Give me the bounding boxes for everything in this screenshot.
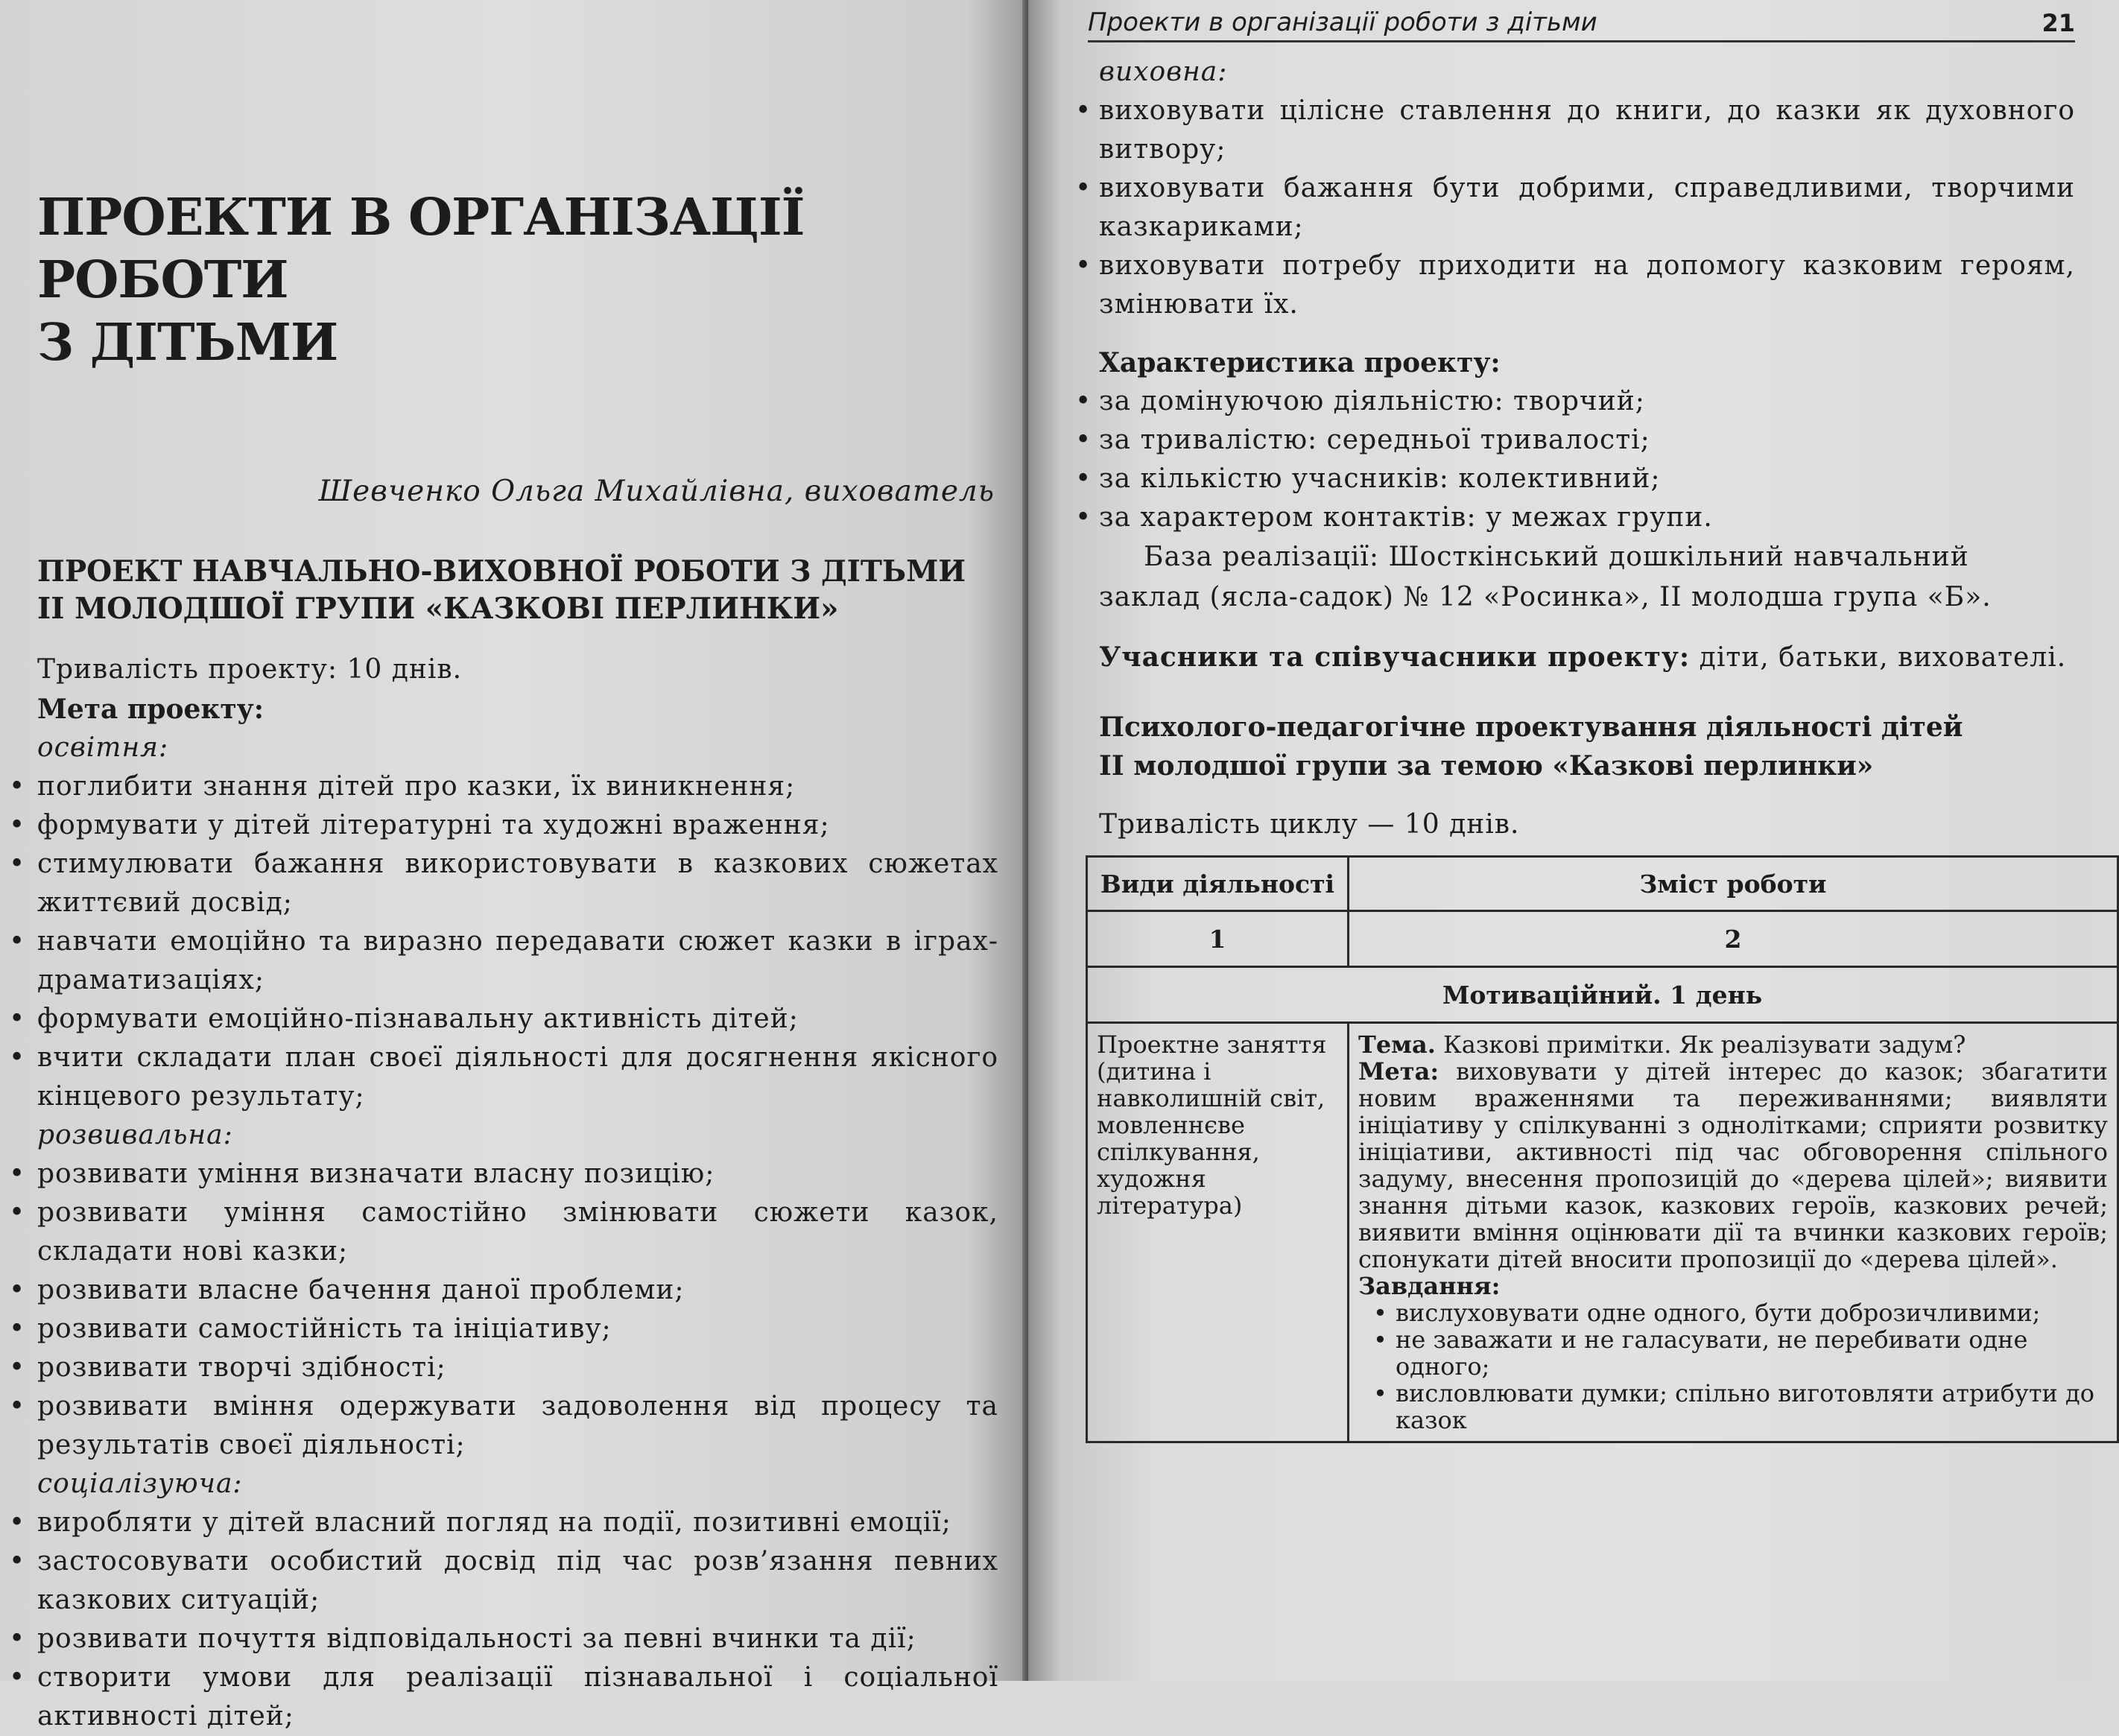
- list-item: • навчати емоційно та виразно передавати сюжет казки в іграх-драматизаціях;: [37, 922, 998, 1000]
- table-row: [1087, 1023, 2118, 1442]
- participants-label: Учасники та співучасники проекту:: [1099, 642, 1691, 673]
- list-item: • поглибити знання дітей про казки, їх виникнення;: [37, 767, 998, 806]
- list-item: • виховувати бажання бути добрими, справедливими, творчими казкариками;: [1099, 169, 2075, 247]
- table-header-row: [1087, 857, 2118, 911]
- running-head-title: Проекти в організації роботи з дітьми: [1088, 7, 1597, 37]
- content-cell: [1349, 1023, 2118, 1442]
- activity-plan-table: [1086, 855, 2119, 1443]
- page-number: 21: [2042, 9, 2075, 37]
- project-title-line1: ПРОЕКТ НАВЧАЛЬНО-ВИХОВНОЇ РОБОТИ З ДІТЬМИ: [37, 554, 966, 589]
- goal-label: Мета проекту:: [37, 694, 264, 725]
- author: Шевченко Ольга Михайлівна, вихователь: [318, 475, 995, 508]
- list-item: • виховувати потребу приходити на допомогу казковим героям, змінювати їх.: [1099, 247, 2075, 324]
- list-item: • розвивати почуття відповідальності за певні вчинки та дії;: [37, 1620, 998, 1659]
- list-item: • стимулювати бажання використовувати в казкових сюжетах життєвий досвід;: [37, 845, 998, 922]
- tasks-list: [1358, 1299, 2108, 1434]
- goal-text: виховувати у дітей інтерес до казок; збагатити новим враженнями та переживаннями; виявляти ініціативу у спілкуванні з однолітками; сприяти розвитку ініціативи, активності під час обговорення спільного задуму, внесення пропозицій до «дерева цілей»; виявити знання дітьми казок, казкових героїв, казкових речей; виявити вміння оцінювати дії та вчинки казкових героїв; спонукати дітей вносити пропозиції до «дерева цілей».: [1358, 1057, 2108, 1273]
- activity-cell: Проектне заняття (дитина і навколишній світ, мовленнєве спілкування, художня література): [1087, 1023, 1349, 1442]
- list-item: • не заважати и не галасувати, не перебивати одне одного;: [1396, 1326, 2108, 1380]
- list-item: • формувати емоційно-пізнавальну активність дітей;: [37, 1000, 998, 1039]
- educational-list: [37, 767, 998, 1116]
- list-item: • за тривалістю: середньої тривалості;: [1099, 421, 2075, 460]
- list-item: • вчити складати план своєї діяльності для досягнення якісного кінцевого результату;: [37, 1039, 998, 1116]
- list-item: • розвивати творчі здібності;: [37, 1349, 998, 1387]
- implementation-base: База реалізації: Шосткінський дошкільний навчальний заклад (ясла-садок) № 12 «Росинка», ІІ молодша група «Б».: [1099, 542, 1992, 612]
- list-item: • розвивати вміння одержувати задоволення від процесу та результатів своєї діяльності;: [37, 1387, 998, 1465]
- page-title: [37, 186, 998, 374]
- tasks-label: Завдання:: [1358, 1272, 1501, 1300]
- table-row: [1087, 967, 2118, 1023]
- column-number: 2: [1349, 911, 2118, 967]
- upbringing-list: [1099, 92, 2075, 324]
- header-activity-type: Види діяльності: [1087, 857, 1349, 911]
- right-page: [1028, 0, 2108, 1681]
- list-item: • розвивати уміння визначати власну позицію;: [37, 1155, 998, 1194]
- column-number: 1: [1087, 911, 1349, 967]
- table-row: [1087, 911, 2118, 967]
- list-item: • розвивати уміння самостійно змінювати сюжети казок, складати нові казки;: [37, 1194, 998, 1271]
- goal-label: Мета:: [1358, 1057, 1439, 1086]
- social-list: [37, 1504, 998, 1736]
- page-title-line1: ПРОЕКТИ В ОРГАНІЗАЦІЇ РОБОТИ: [37, 188, 805, 310]
- list-item: • розвивати самостійність та ініціативу;: [37, 1310, 998, 1349]
- running-head: [1088, 0, 2075, 42]
- cycle-duration: Тривалість циклу — 10 днів.: [1099, 809, 1520, 840]
- characteristics-heading: Характеристика проекту:: [1099, 347, 1501, 378]
- design-heading: [1099, 708, 2075, 785]
- developmental-label: розвивальна:: [37, 1120, 233, 1150]
- project-title: [37, 553, 998, 627]
- social-label: соціалізуюча:: [37, 1469, 243, 1499]
- design-heading-line1: Психолого-педагогічне проектування діяльності дітей: [1099, 712, 1963, 743]
- list-item: • за характером контактів: у межах групи.: [1099, 498, 2075, 537]
- right-body: [1065, 53, 2108, 1443]
- characteristics-list: [1099, 382, 2075, 537]
- left-page: [0, 0, 1028, 1732]
- page-title-line2: З ДІТЬМИ: [37, 313, 338, 373]
- list-item: • вислуховувати одне одного, бути доброзичливими;: [1396, 1299, 2108, 1326]
- topic-text: Казкові примітки. Як реалізувати задум?: [1435, 1030, 1966, 1059]
- list-item: • розвивати власне бачення даної проблеми;: [37, 1271, 998, 1310]
- list-item: • виробляти у дітей власний погляд на події, позитивні емоції;: [37, 1504, 998, 1542]
- list-item: • висловлювати думки; спільно виготовляти атрибути до казок: [1396, 1380, 2108, 1434]
- topic-label: Тема.: [1358, 1030, 1436, 1059]
- participants-value: діти, батьки, вихователі.: [1690, 642, 2067, 673]
- project-title-line2: ІІ МОЛОДШОЇ ГРУПИ «КАЗКОВІ ПЕРЛИНКИ»: [37, 592, 839, 626]
- list-item: • виховувати цілісне ставлення до книги, до казки як духовного витвору;: [1099, 92, 2075, 169]
- goal: [1358, 1058, 2108, 1273]
- list-item: • застосовувати особистий досвід під час розв’язання певних казкових ситуацій;: [37, 1542, 998, 1620]
- participants: [1099, 637, 2075, 678]
- stage-label: Мотиваційний. 1 день: [1087, 967, 2118, 1023]
- list-item: • формувати у дітей літературні та художні враження;: [37, 806, 998, 845]
- list-item: • за кількістю учасників: колективний;: [1099, 460, 2075, 498]
- developmental-list: [37, 1155, 998, 1465]
- design-heading-line2: ІІ молодшої групи за темою «Казкові перлинки»: [1099, 750, 1874, 782]
- header-work-content: Зміст роботи: [1349, 857, 2118, 911]
- list-item: • створити умови для реалізації пізнавальної і соціальної активності дітей;: [37, 1659, 998, 1736]
- educational-label: освітня:: [37, 732, 169, 763]
- upbringing-label: виховна:: [1099, 57, 1228, 87]
- topic: [1358, 1031, 2108, 1058]
- project-duration: Тривалість проекту: 10 днів.: [37, 654, 463, 685]
- list-item: • за домінуючою діяльністю: творчий;: [1099, 382, 2075, 421]
